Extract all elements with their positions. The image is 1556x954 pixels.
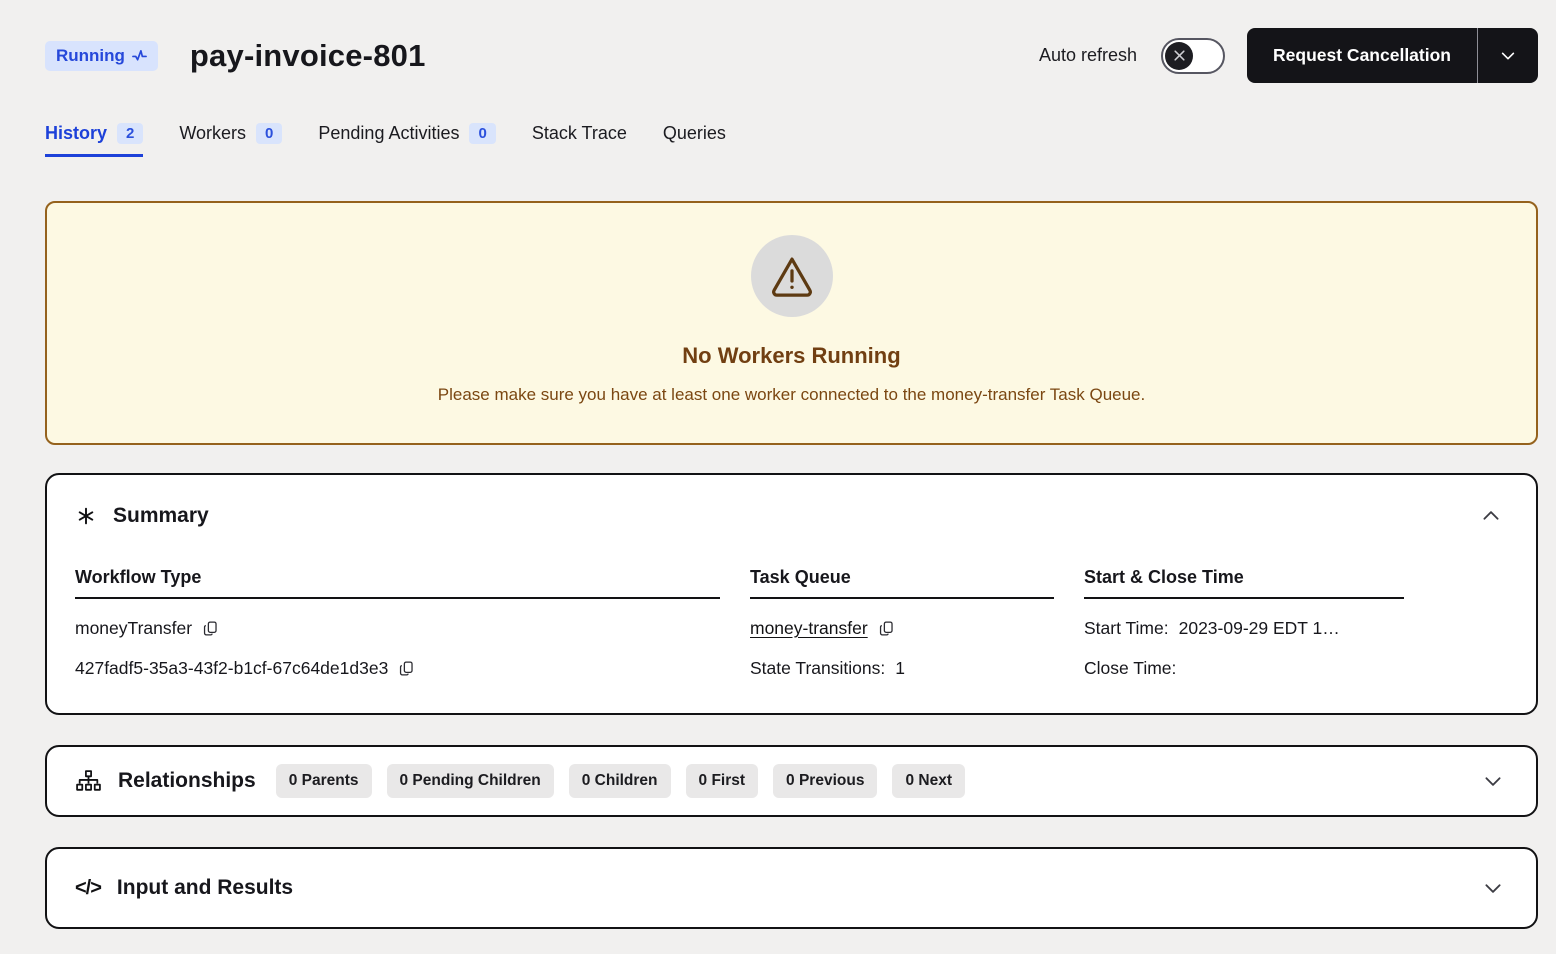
workflow-type-row: [75, 618, 720, 639]
tab-stack-trace[interactable]: [532, 123, 627, 157]
copy-icon: [398, 660, 415, 677]
summary-asterisk-icon: [75, 505, 97, 527]
tab-history-count-badge: 2: [117, 123, 143, 144]
state-transitions-label: State Transitions:: [750, 658, 886, 678]
tab-workers-count-badge: 0: [256, 123, 282, 144]
copy-icon: [202, 620, 219, 637]
input-results-expand-button[interactable]: [1478, 873, 1508, 903]
banner-message: Please make sure you have at least one worker connected to the money-transfer Task Queue.: [437, 385, 1146, 404]
request-cancellation-button[interactable]: Request Cancellation: [1247, 28, 1477, 83]
request-cancellation-split-button: [1247, 28, 1538, 83]
chevron-down-icon: [1482, 770, 1504, 792]
status-badge-label: Running: [56, 45, 125, 65]
hierarchy-icon: [75, 768, 102, 795]
time-column: [1084, 567, 1404, 679]
tab-label: Workers: [179, 123, 247, 143]
tab-label: Queries: [662, 123, 726, 143]
relationships-title: Relationships: [118, 769, 256, 792]
tab-pending-activities[interactable]: [318, 123, 495, 157]
page-header: [45, 28, 1538, 83]
start-time-label: Start Time:: [1084, 618, 1169, 638]
warning-triangle-icon: [769, 253, 815, 299]
workflow-type-value: moneyTransfer: [75, 618, 193, 638]
status-badge: [45, 41, 158, 71]
no-workers-warning-banner: [45, 201, 1538, 445]
children-count-badge: 0 Children: [569, 764, 671, 798]
tab-bar: [45, 123, 1538, 157]
relationships-section: [45, 745, 1538, 817]
next-count-badge: 0 Next: [892, 764, 965, 798]
workflow-type-column: [75, 567, 720, 679]
auto-refresh-label: Auto refresh: [1038, 45, 1138, 65]
toggle-off-x-icon: [1173, 49, 1186, 62]
relationships-expand-button[interactable]: [1478, 766, 1508, 796]
page-title: pay-invoice-801: [189, 37, 426, 73]
pending-children-count-badge: 0 Pending Children: [387, 764, 554, 798]
copy-workflow-type-button[interactable]: [202, 620, 219, 637]
cancellation-options-chevron-button[interactable]: [1478, 28, 1538, 83]
summary-collapse-button[interactable]: [1476, 501, 1506, 531]
chevron-down-icon: [1499, 47, 1517, 65]
start-time-row: [1084, 618, 1404, 639]
task-queue-column: [750, 567, 1054, 679]
tab-label: History: [45, 123, 108, 143]
chevron-up-icon: [1480, 505, 1502, 527]
input-results-title: Input and Results: [116, 876, 294, 899]
banner-title: No Workers Running: [682, 343, 901, 368]
code-icon: </>: [75, 876, 101, 899]
start-time-value: 2023-09-29 EDT 1…: [1178, 618, 1340, 638]
first-count-badge: 0 First: [686, 764, 759, 798]
running-heartbeat-icon: [132, 48, 147, 63]
parents-count-badge: 0 Parents: [276, 764, 372, 798]
toggle-knob: [1165, 42, 1193, 70]
state-transitions-value: 1: [895, 658, 905, 678]
time-header: Start & Close Time: [1084, 567, 1404, 599]
tab-pending-activities-count-badge: 0: [469, 123, 495, 144]
close-time-label: Close Time:: [1084, 658, 1177, 678]
close-time-row: [1084, 658, 1404, 679]
previous-count-badge: 0 Previous: [773, 764, 877, 798]
tab-label: Pending Activities: [318, 123, 460, 143]
copy-icon: [878, 620, 895, 637]
task-queue-link[interactable]: money-transfer: [750, 618, 868, 638]
run-id-row: [75, 658, 720, 679]
summary-title: Summary: [113, 504, 209, 527]
state-transitions-row: [750, 658, 1054, 679]
tab-queries[interactable]: [663, 123, 726, 157]
workflow-type-header: Workflow Type: [75, 567, 720, 599]
chevron-down-icon: [1482, 877, 1504, 899]
task-queue-row: [750, 618, 1054, 639]
summary-section: [45, 473, 1538, 715]
auto-refresh-toggle[interactable]: [1161, 38, 1225, 74]
copy-run-id-button[interactable]: [398, 660, 415, 677]
relationship-badges: [276, 764, 965, 798]
warning-icon-circle: [751, 235, 833, 317]
task-queue-header: Task Queue: [750, 567, 1054, 599]
copy-task-queue-button[interactable]: [878, 620, 895, 637]
tab-history[interactable]: [45, 123, 143, 157]
tab-workers[interactable]: [179, 123, 282, 157]
input-results-section: [45, 847, 1538, 929]
run-id-value: 427fadf5-35a3-43f2-b1cf-67c64de1d3e3: [75, 658, 389, 678]
tab-label: Stack Trace: [531, 123, 627, 143]
